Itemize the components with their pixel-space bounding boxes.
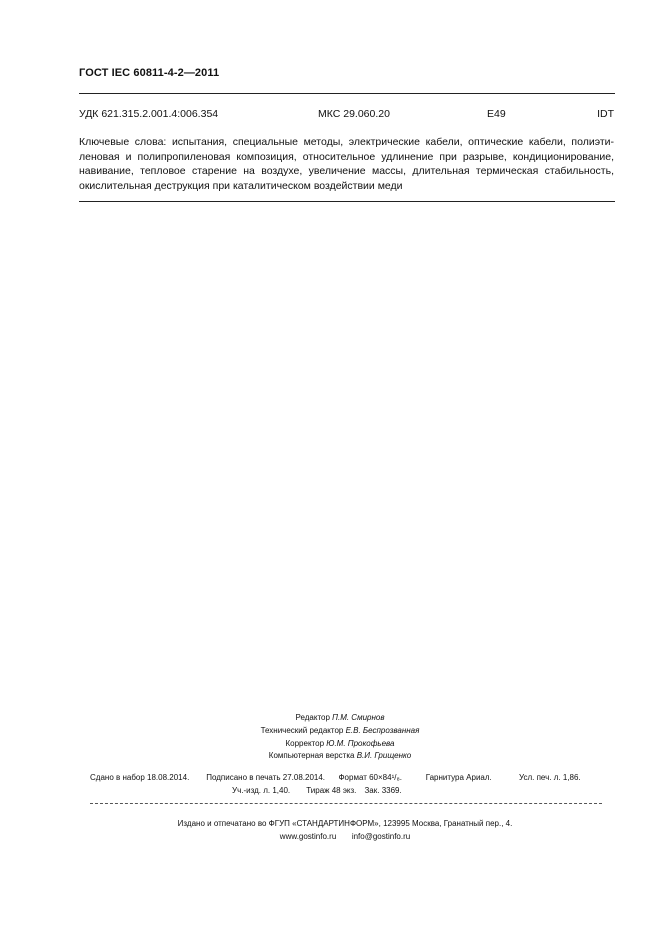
- publisher-address: Издано и отпечатано во ФГУП «СТАНДАРТИНФОРМ», 123995 Москва, Гранатный пер., 4.: [177, 819, 513, 828]
- credit-tech-editor: Технический редактор Е.В. Беспрозванная: [260, 725, 420, 735]
- circulation: Тираж 48 экз.: [306, 786, 357, 795]
- idt-marker: IDT: [597, 108, 614, 120]
- keywords-line: Ключевые слова: испытания, специальные методы, электрические кабели, оптические кабели, полиэти-: [79, 136, 614, 148]
- print-sheets: Усл. печ. л. 1,86.: [518, 773, 581, 782]
- udk-code: УДК 621.315.2.001.4:006.354: [79, 108, 219, 120]
- typeface: Гарнитура Ариал.: [425, 773, 492, 782]
- email-link[interactable]: info@gostinfo.ru: [351, 832, 411, 841]
- submitted-date: Сдано в набор 18.08.2014.: [90, 773, 190, 782]
- keywords-line: леновая и полипропиленовая композиция, относительное удлинение при разрыве, кондиционирование,: [79, 150, 614, 163]
- keywords-line: окислительная деструкция при каталитическом воздействии меди: [79, 179, 403, 192]
- keywords-block: [79, 135, 614, 193]
- standard-designation: ГОСТ IEC 60811-4-2—2011: [79, 67, 220, 79]
- order-number: Зак. 3369.: [364, 786, 402, 795]
- signed-date: Подписано в печать 27.08.2014.: [206, 773, 326, 782]
- print-info-row-1: [90, 771, 630, 784]
- print-info: [90, 771, 630, 797]
- website-link[interactable]: www.gostinfo.ru: [279, 832, 337, 841]
- header-divider: [79, 93, 615, 94]
- credit-layout: Компьютерная верстка В.И. Грищенко: [268, 751, 412, 761]
- publisher-contacts: [90, 830, 600, 843]
- credits-block: [180, 712, 500, 763]
- print-info-row-2: [90, 784, 630, 797]
- footer-divider: [90, 803, 602, 804]
- credit-proofreader: Корректор Ю.М. Прокофьева: [285, 738, 395, 748]
- okstu-code: Е49: [487, 108, 506, 120]
- paper-format: Формат 60×84¹/₈.: [338, 773, 403, 782]
- keywords-line: навивание, тепловое старение на воздухе, увеличение массы, длительная термическая стабильность,: [79, 165, 614, 177]
- edit-sheets: Уч.-изд. л. 1,40.: [232, 786, 291, 795]
- publisher-block: [90, 817, 600, 843]
- mks-code: МКС 29.060.20: [318, 108, 390, 120]
- keywords-divider: [79, 201, 615, 202]
- classification-row: [79, 108, 614, 122]
- credit-editor: Редактор П.М. Смирнов: [295, 713, 385, 722]
